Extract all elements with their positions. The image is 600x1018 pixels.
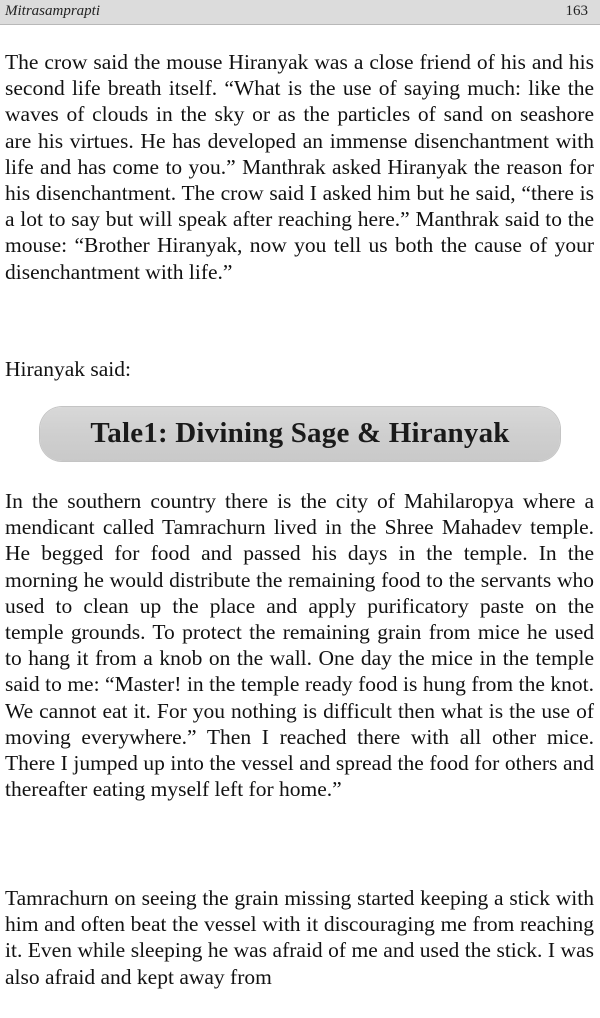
- running-header: [0, 0, 600, 25]
- page-number: 163: [565, 3, 588, 19]
- body-paragraph: Tamrachurn on seeing the grain missing started keeping a stick with him and often beat the vessel with it discouraging me from reaching it. Even while sleeping he was afraid of me and used the stick. I was also afraid and kept away from: [5, 886, 594, 989]
- body-paragraph: The crow said the mouse Hiranyak was a close friend of his and his second life breath itself. “What is the use of saying much: like the waves of clouds in the sky or as the particles of sand on seashore are his virtues. He has developed an immense disenchantment with life and has come to you.” Manthrak asked Hiranyak the reason for his disenchantment. The crow said I asked him but he said, “there is a lot to say but will speak after reaching here.” Manthrak said to the mouse: “Brother Hiranyak, now you tell us both the cause of your disenchantment with life.”: [5, 50, 594, 284]
- tale-title-banner: [40, 407, 560, 461]
- running-header-title: Mitrasamprapti: [5, 3, 101, 19]
- tale-title: Tale1: Divining Sage & Hiranyak: [90, 417, 510, 449]
- body-paragraph: In the southern country there is the city of Mahilaropya where a mendicant called Tamrachurn lived in the Shree Mahadev temple. He begged for food and passed his days in the temple. In the morning he would distribute the remaining food to the servants who used to clean up the place and apply purificatory paste on the temple grounds. To protect the remaining grain from mice he used to hang it from a knob on the wall. One day the mice in the temple said to me: “Master! in the temple ready food is hung from the knot. We cannot eat it. For you nothing is difficult then what is the use of moving everywhere.” Then I reached there with all other mice. There I jumped up into the vessel and spread the food for others and thereafter eating myself left for home.”: [5, 489, 594, 802]
- body-paragraph: Hiranyak said:: [5, 357, 131, 381]
